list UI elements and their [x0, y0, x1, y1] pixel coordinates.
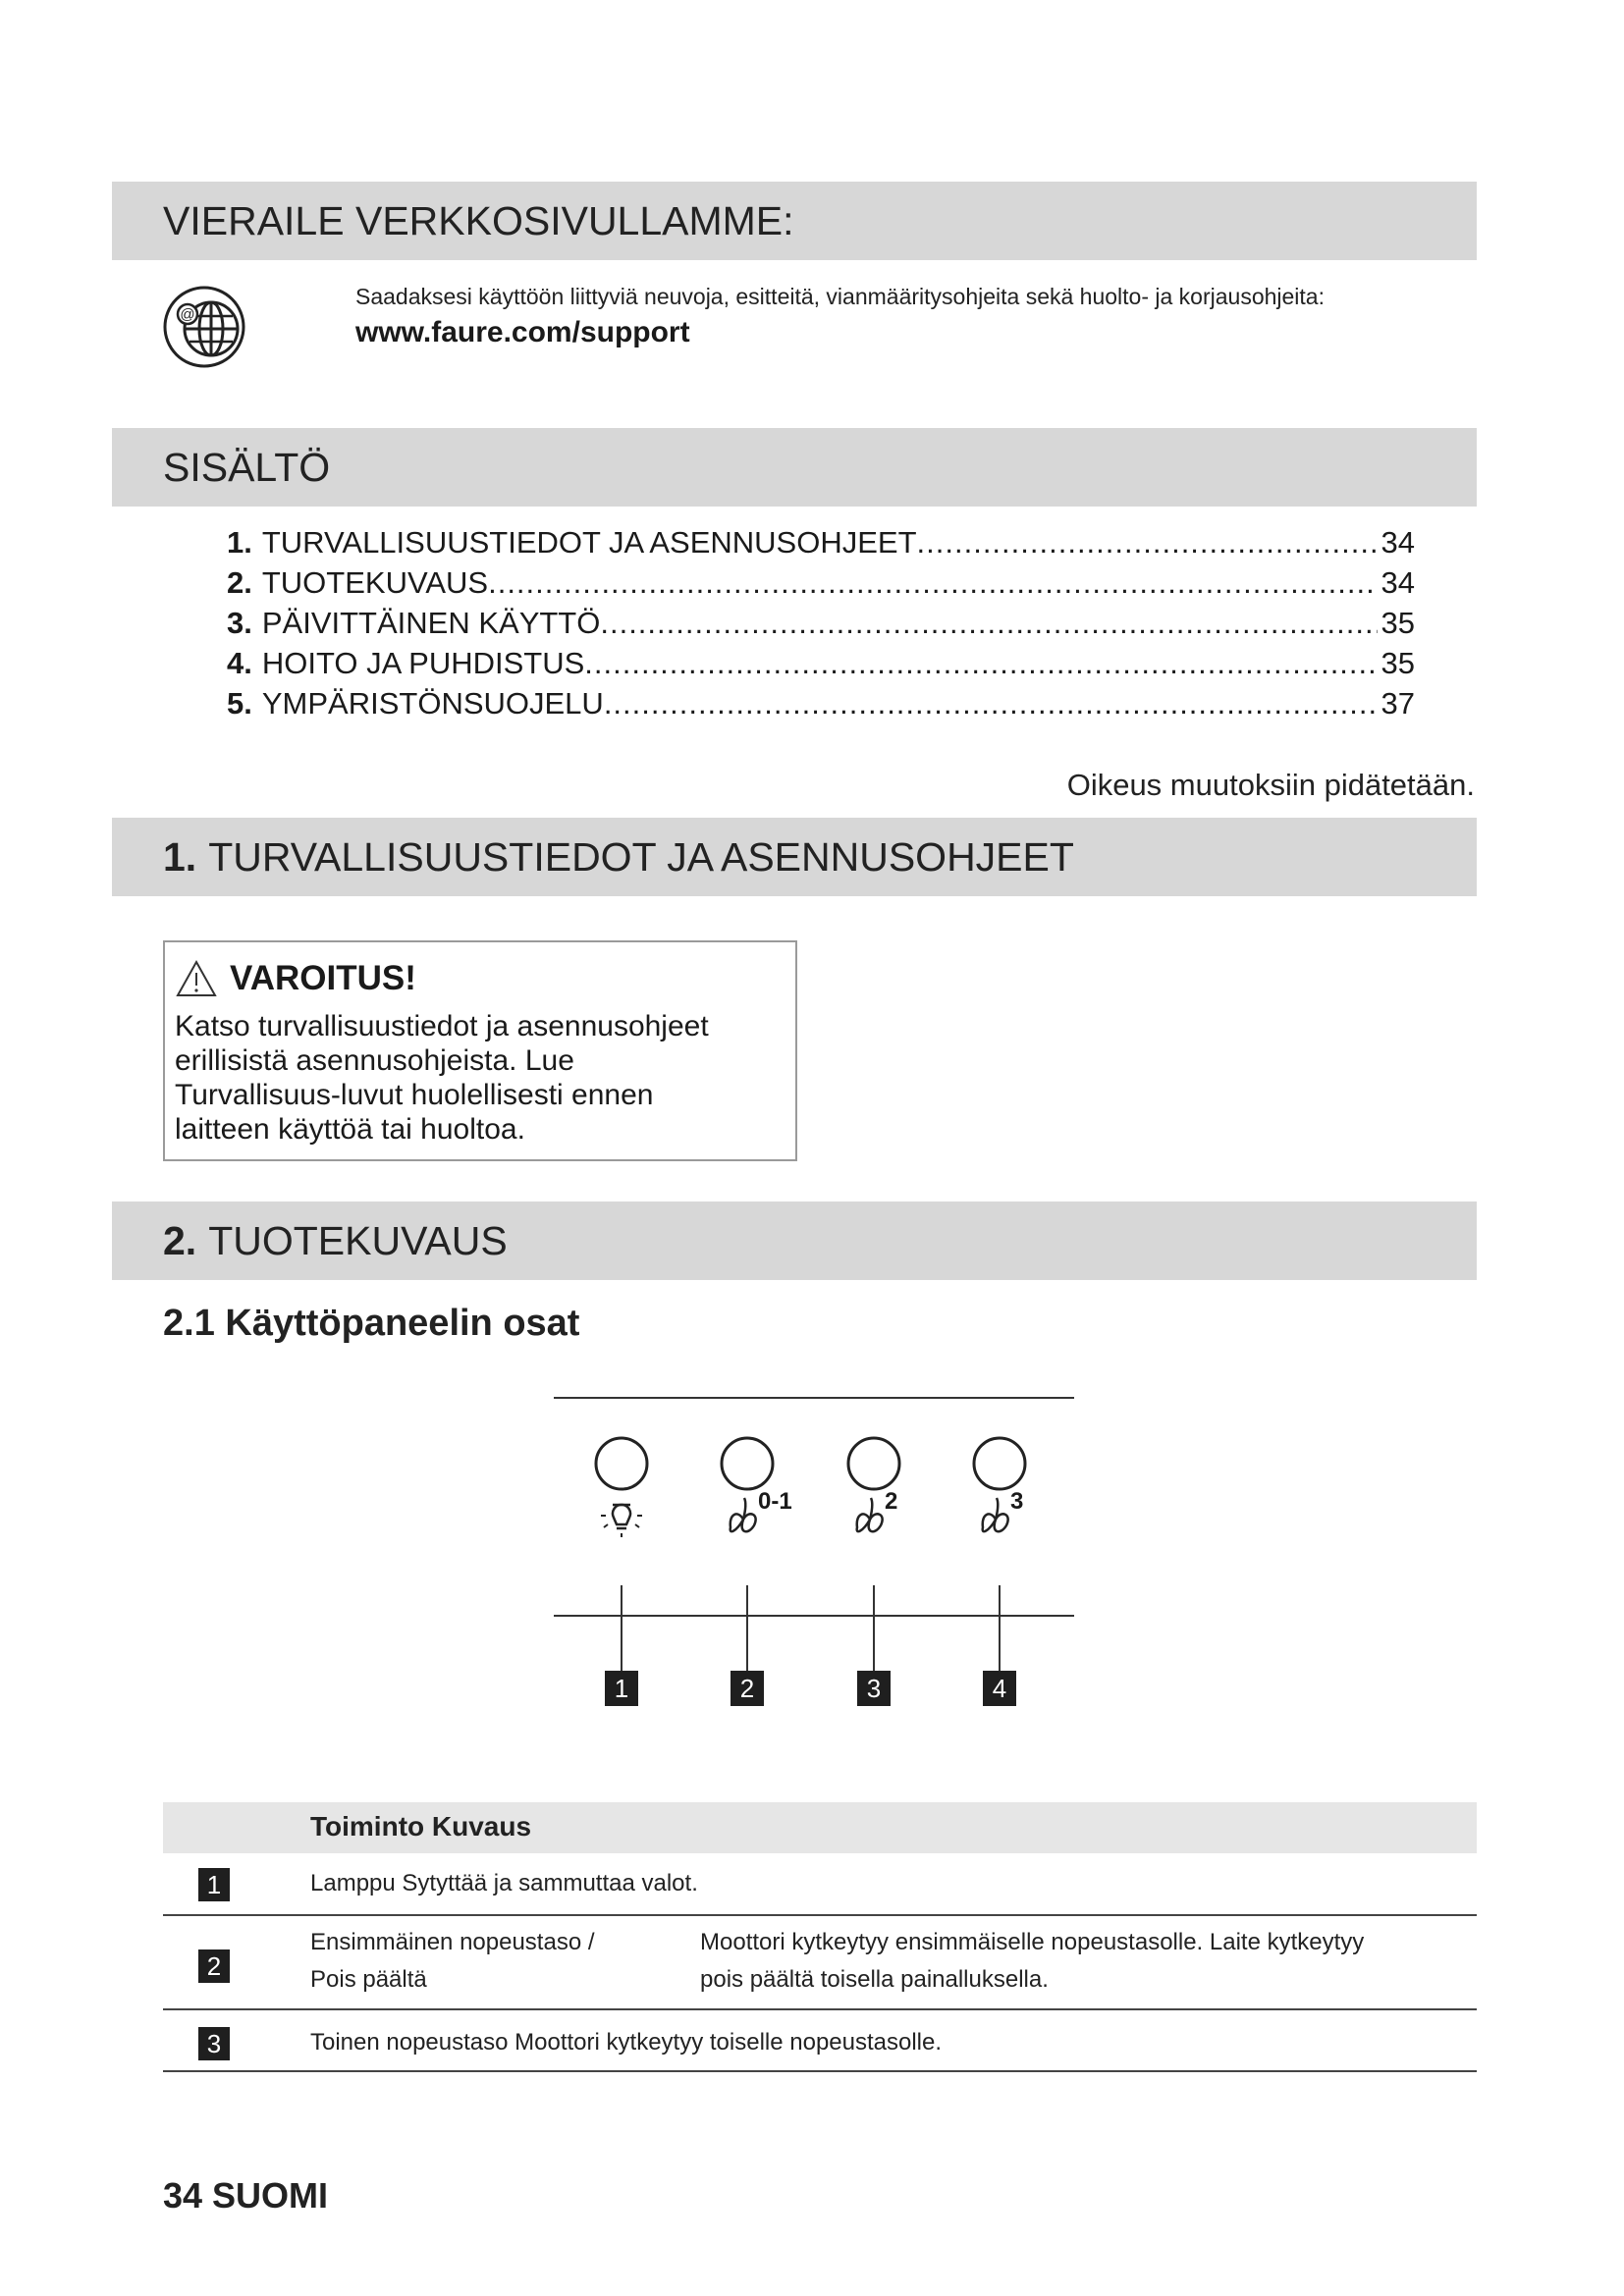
warning-text — [175, 1009, 785, 1147]
table-divider — [163, 2070, 1477, 2072]
toc-title: HOITO JA PUHDISTUS — [261, 646, 585, 680]
warning-line: erillisistä asennusohjeista. Lue — [175, 1044, 574, 1077]
table-divider — [163, 1914, 1477, 1916]
rights-note: Oikeus muutoksiin pidätetään. — [1066, 768, 1475, 802]
toc-page: 34 — [1380, 565, 1415, 600]
section2-title: TUOTEKUVAUS — [208, 1217, 508, 1263]
table-marker-1: 1 — [198, 1868, 230, 1901]
table-of-contents — [227, 525, 1415, 726]
toc-title: TURVALLISUUSTIEDOT JA ASENNUSOHJEET — [261, 525, 917, 560]
section1-number: 1. — [163, 833, 197, 880]
toc-num: 4. — [227, 646, 252, 680]
table-marker-2: 2 — [198, 1949, 230, 1983]
toc-title: YMPÄRISTÖNSUOJELU — [261, 686, 604, 721]
toc-page: 37 — [1380, 686, 1415, 721]
fan-icon — [857, 1498, 883, 1531]
table-header-label: Toiminto Kuvaus — [310, 1811, 532, 1842]
subsection-title: 2.1 Käyttöpaneelin osat — [163, 1303, 580, 1344]
section2-number: 2. — [163, 1217, 197, 1263]
page-footer: 34 SUOMI — [163, 2175, 329, 2216]
toc-leader — [604, 686, 1378, 721]
warning-title: VAROITUS! — [230, 959, 416, 997]
button-3[interactable] — [848, 1438, 899, 1489]
contents-heading: SISÄLTÖ — [163, 444, 331, 490]
marker-1: 1 — [605, 1671, 638, 1706]
toc-num: 1. — [227, 525, 252, 560]
toc-entry[interactable] — [227, 606, 1415, 646]
table-row-2-desc-line2: pois päältä toisella painalluksella. — [700, 1966, 1049, 1993]
toc-num: 3. — [227, 606, 252, 640]
table-row-2-desc-line1: Moottori kytkeytyy ensimmäiselle nopeustasolle. Laite kytkeytyy — [700, 1929, 1365, 1955]
toc-page: 35 — [1380, 646, 1415, 680]
support-link[interactable]: www.faure.com/support — [355, 316, 690, 348]
control-panel-diagram — [554, 1394, 1074, 1708]
table-marker-3: 3 — [198, 2027, 230, 2060]
toc-leader — [917, 525, 1378, 561]
section2-heading-band — [112, 1201, 1477, 1280]
toc-entry[interactable] — [227, 525, 1415, 565]
toc-entry[interactable] — [227, 646, 1415, 686]
toc-title: PÄIVITTÄINEN KÄYTTÖ — [261, 606, 601, 640]
toc-page: 35 — [1380, 606, 1415, 640]
section1-title: TURVALLISUUSTIEDOT JA ASENNUSOHJEET — [208, 833, 1074, 880]
warning-box — [163, 940, 797, 1161]
visit-heading-band — [112, 182, 1477, 260]
speed-label: 2 — [885, 1488, 898, 1515]
contents-heading-band — [112, 428, 1477, 507]
visit-heading: VIERAILE VERKKOSIVULLAMME: — [163, 197, 794, 243]
button-1[interactable] — [596, 1438, 647, 1489]
toc-num: 5. — [227, 686, 252, 721]
warning-line: laitteen käyttöä tai huoltoa. — [175, 1113, 525, 1146]
table-row-3-text: Toinen nopeustaso Moottori kytkeytyy toiselle nopeustasolle. — [310, 2029, 943, 2056]
table-header — [163, 1802, 1477, 1853]
marker-2: 2 — [731, 1671, 764, 1706]
lamp-icon — [601, 1505, 642, 1537]
fan-icon — [983, 1498, 1008, 1531]
speed-label: 0-1 — [758, 1488, 792, 1515]
button-4[interactable] — [974, 1438, 1025, 1489]
table-divider — [163, 2008, 1477, 2010]
toc-page: 34 — [1380, 525, 1415, 560]
table-row-1-text: Lamppu Sytyttää ja sammuttaa valot. — [310, 1870, 698, 1896]
section1-heading-band — [112, 818, 1477, 896]
toc-leader — [488, 565, 1377, 601]
web-globe-icon — [162, 285, 246, 369]
svg-text:@: @ — [180, 306, 195, 323]
toc-leader — [600, 606, 1377, 641]
marker-4: 4 — [983, 1671, 1016, 1706]
speed-label: 3 — [1010, 1488, 1024, 1515]
toc-num: 2. — [227, 565, 252, 600]
visit-text: Saadaksesi käyttöön liittyviä neuvoja, esitteitä, vianmääritysohjeita sekä huolto- ja korjausohjeita: — [355, 284, 1325, 309]
toc-title: TUOTEKUVAUS — [261, 565, 489, 600]
button-2[interactable] — [722, 1438, 773, 1489]
table-row-2-function-line1: Ensimmäinen nopeustaso / — [310, 1929, 595, 1955]
warning-triangle-icon — [175, 959, 218, 998]
marker-3: 3 — [857, 1671, 891, 1706]
table-row-2-function-line2: Pois päältä — [310, 1966, 427, 1993]
toc-entry[interactable] — [227, 686, 1415, 726]
toc-entry[interactable] — [227, 565, 1415, 606]
warning-line: Turvallisuus-luvut huolellisesti ennen — [175, 1079, 654, 1111]
fan-icon — [731, 1498, 756, 1531]
warning-line: Katso turvallisuustiedot ja asennusohjeet — [175, 1010, 709, 1042]
toc-leader — [584, 646, 1377, 681]
